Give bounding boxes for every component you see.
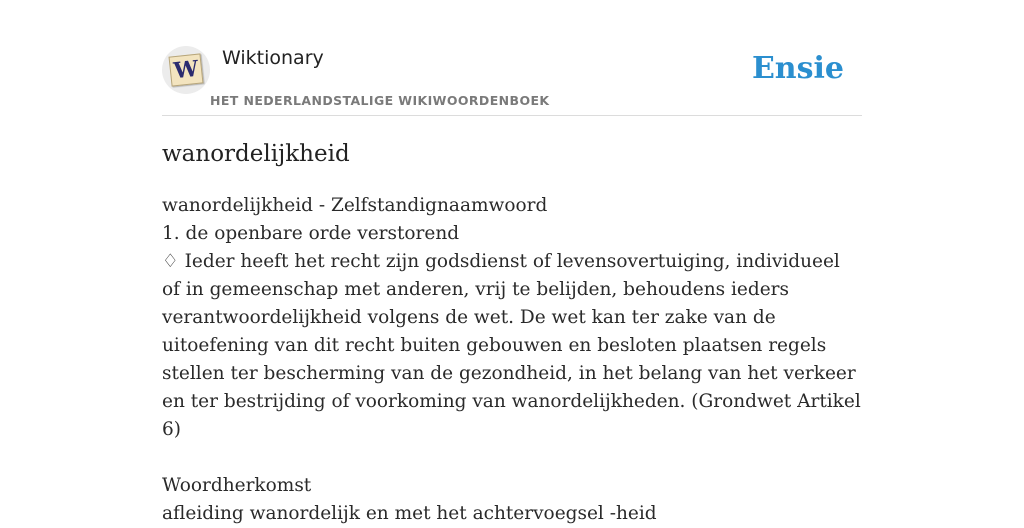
site-name[interactable]: Wiktionary [222,47,324,69]
site-tagline: HET NEDERLANDSTALIGE WIKIWOORDENBOEK [210,93,550,108]
entry-content [162,192,862,528]
content-container [162,0,862,524]
page-title: wanordelijkheid [162,141,350,167]
etymology-text: afleiding wanordelijk en met het achtervoegsel -heid [162,503,657,524]
definition: 1. de openbare orde verstorend [162,223,460,244]
logo-letter: W [172,55,200,85]
etymology-heading: Woordherkomst [162,475,312,496]
site-header [162,0,862,116]
spacer [162,444,862,472]
word-type-line: wanordelijkheid - Zelfstandignaamwoord [162,195,548,216]
diamond-icon: ♢ [162,251,179,272]
ensie-brand-logo[interactable]: Ensie [751,51,844,86]
example-text: Ieder heeft het recht zijn godsdienst of levensovertuiging, individueel of in gemeenschap met anderen, vrij te belijden, behoudens ieders verantwoordelijkheid volgens de wet. De wet kan ter zake van de uitoefening van dit recht buiten gebouwen en besloten plaatsen regels stellen ter bescherming van de gezondheid, in het belang van het verkeer en ter bestrijding of voorkoming van wanordelijkheden. (Grondwet Artikel 6) [162,251,861,440]
logo-tile [169,53,204,86]
wiktionary-logo-icon[interactable] [162,46,210,94]
example-paragraph [162,248,862,444]
